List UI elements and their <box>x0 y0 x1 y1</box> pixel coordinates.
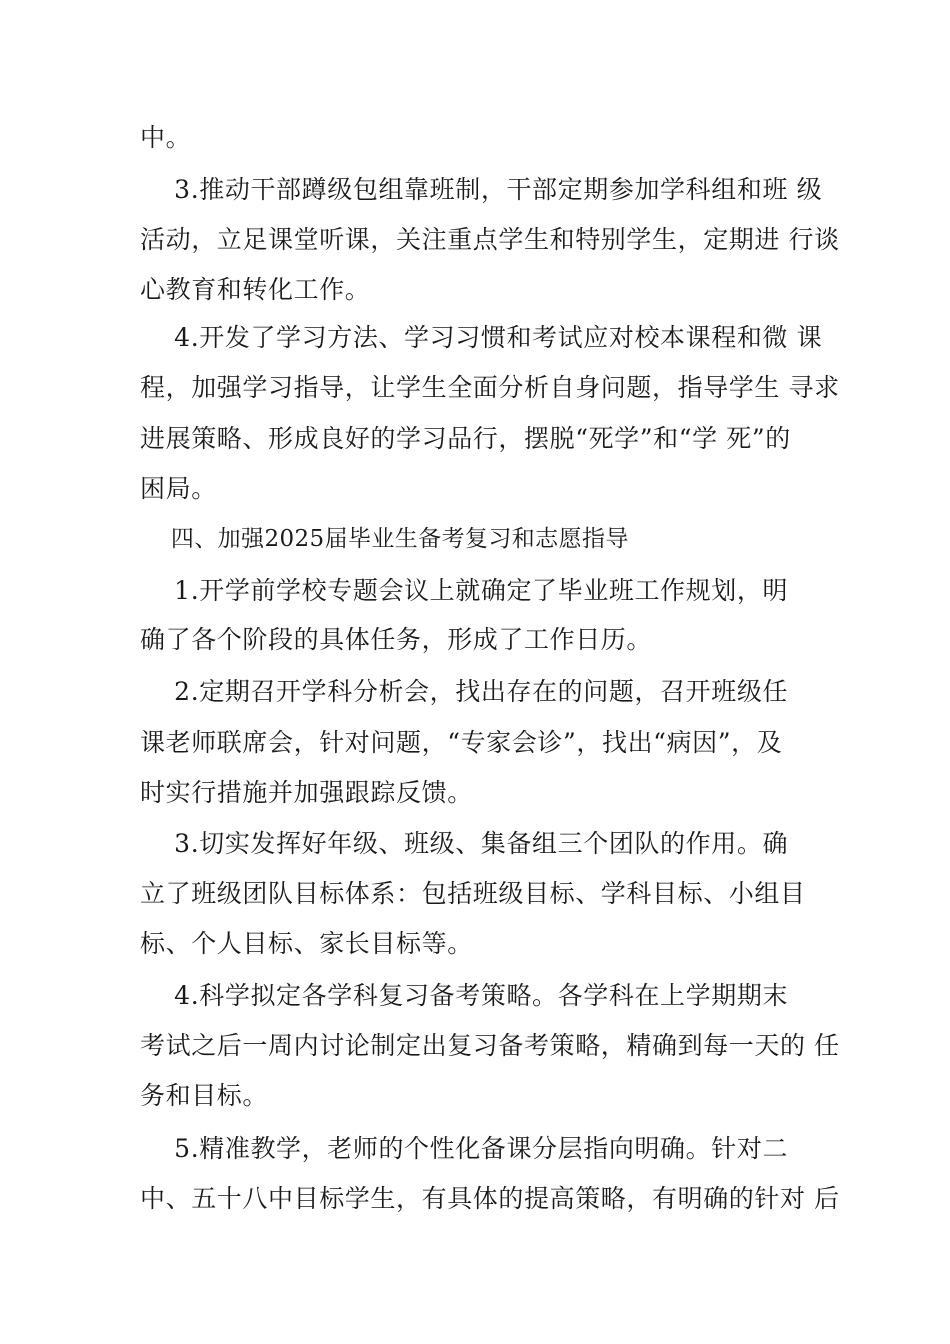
text-line: 1.开学前学校专题会议上就确定了毕业班工作规划，明 <box>140 576 789 605</box>
text-line: 进展策略、形成良好的学习品行，摆脱“死学”和“学 死”的 <box>140 424 791 453</box>
text-line: 困局。 <box>140 474 217 503</box>
text-line: 4.开发了学习方法、学习习惯和考试应对校本课程和微 课 <box>140 323 823 352</box>
text-line: 立了班级团队目标体系：包括班级目标、学科目标、小组目 <box>140 879 806 908</box>
text-line: 时实行措施并加强跟踪反馈。 <box>140 778 473 807</box>
section-heading: 四、加强2025届毕业生备考复习和志愿指导 <box>140 526 629 552</box>
text-line: 3.推动干部蹲级包组靠班制，干部定期参加学科组和班 级 <box>140 175 823 204</box>
text-line: 中、五十八中目标学生，有具体的提高策略，有明确的针对 后 <box>140 1184 840 1213</box>
text-line: 3.切实发挥好年级、班级、集备组三个团队的作用。确 <box>140 829 789 858</box>
text-line: 程，加强学习指导，让学生全面分析自身问题，指导学生 寻求 <box>140 373 840 402</box>
text-line: 课老师联席会，针对问题，“专家会诊”，找出“病因”，及 <box>140 728 783 757</box>
text-line: 5.精准教学，老师的个性化备课分层指向明确。针对二 <box>140 1134 789 1163</box>
text-line: 2.定期召开学科分析会，找出存在的问题，召开班级任 <box>140 677 789 706</box>
text-line: 考试之后一周内讨论制定出复习备考策略，精确到每一天的 任 <box>140 1031 840 1060</box>
text-line: 标、个人目标、家长目标等。 <box>140 929 473 958</box>
text-line: 务和目标。 <box>140 1081 269 1110</box>
text-line: 心教育和转化工作。 <box>140 275 371 304</box>
text-line: 中。 <box>140 123 192 152</box>
text-line: 确了各个阶段的具体任务，形成了工作日历。 <box>140 625 653 654</box>
text-line: 活动，立足课堂听课，关注重点学生和特别学生，定期进 行谈 <box>140 225 840 254</box>
text-line: 4.科学拟定各学科复习备考策略。各学科在上学期期末 <box>140 981 789 1010</box>
